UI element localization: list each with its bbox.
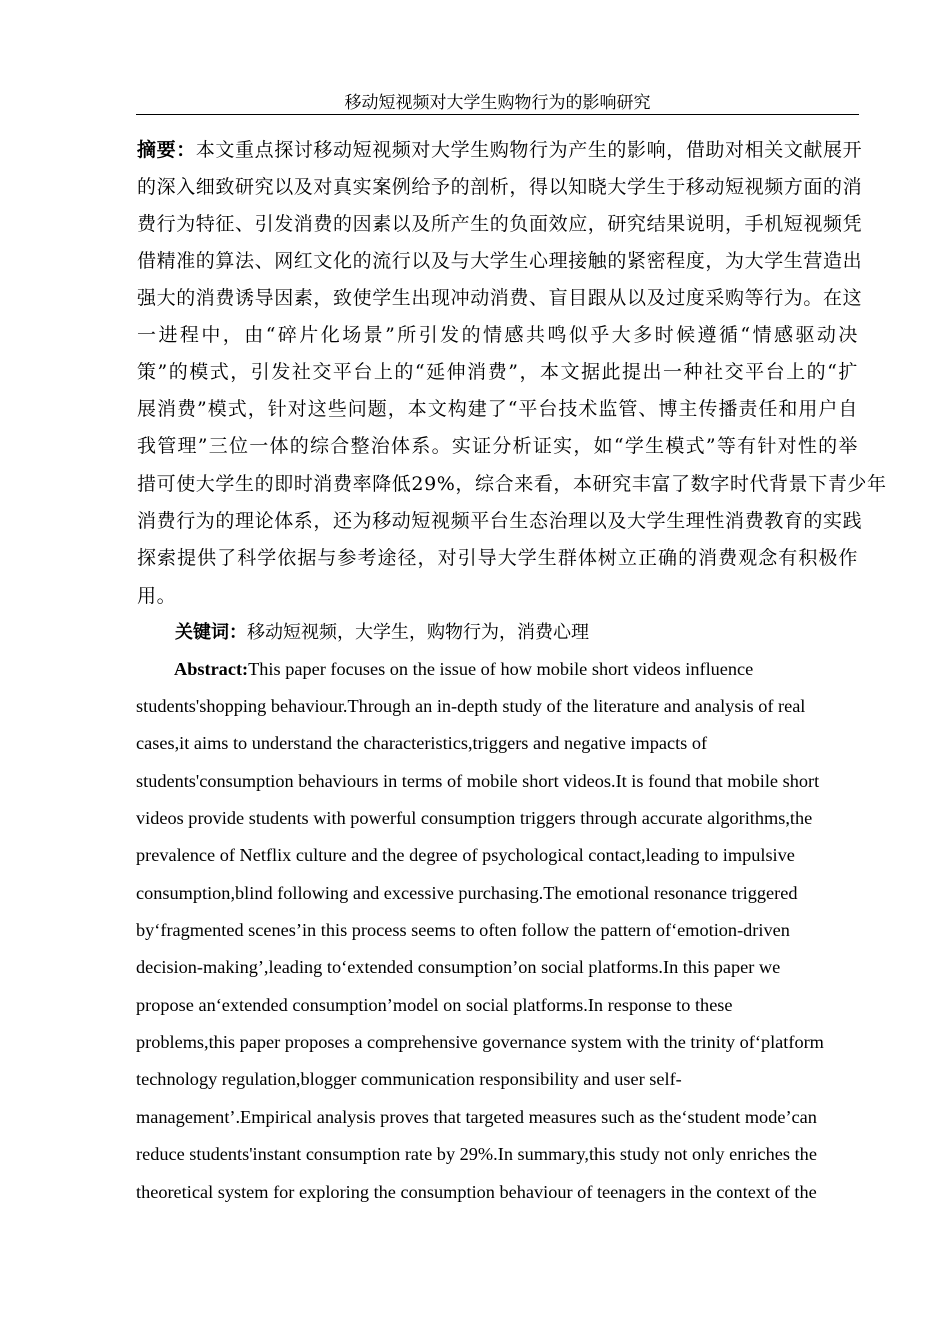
abstract-cn-line: 探索提供了科学依据与参考途径，对引导大学生群体树立正确的消费观念有积极作	[137, 547, 858, 569]
abstract-cn-line: 摘要：本文重点探讨移动短视频对大学生购物行为产生的影响，借助对相关文献展开	[137, 139, 863, 161]
abstract-cn-line: 费行为特征、引发消费的因素以及所产生的负面效应，研究结果说明，手机短视频凭	[137, 213, 863, 235]
page-header-title: 移动短视频对大学生购物行为的影响研究	[344, 93, 651, 113]
keywords-text: 移动短视频，大学生，购物行为，消费心理	[247, 622, 589, 643]
abstract-en-line: prevalence of Netflix culture and the degree of psychological contact,leading to impulsive	[136, 845, 795, 865]
abstract-en-line: propose an‘extended consumption’model on social platforms.In response to these	[136, 995, 733, 1015]
abstract-en-line: by‘fragmented scenes’in this process seems to often follow the pattern of‘emotion-driven	[136, 920, 790, 940]
keywords-label: 关键词：	[175, 622, 247, 643]
abstract-en-line: Abstract:This paper focuses on the issue of how mobile short videos influence	[174, 659, 754, 679]
abstract-en-line: technology regulation,blogger communication responsibility and user self-	[136, 1069, 682, 1089]
abstract-en-line: students'consumption behaviours in terms of mobile short videos.It is found that mobile short	[136, 771, 820, 791]
abstract-cn-line: 消费行为的理论体系，还为移动短视频平台生态治理以及大学生理性消费教育的实践	[137, 510, 863, 532]
abstract-en-line: management’.Empirical analysis proves that targeted measures such as the‘student mode’can	[136, 1107, 817, 1127]
abstract-en-line: decision-making’,leading to‘extended consumption’on social platforms.In this paper we	[136, 957, 781, 977]
abstract-en-line: cases,it aims to understand the characteristics,triggers and negative impacts of	[136, 733, 708, 753]
abstract-cn-line: 策”的模式，引发社交平台上的“延伸消费”，本文据此提出一种社交平台上的“扩	[137, 361, 858, 383]
abstract-cn-line: 借精准的算法、网红文化的流行以及与大学生心理接触的紧密程度，为大学生营造出	[137, 250, 863, 272]
abstract-en-line: students'shopping behaviour.Through an in-depth study of the literature and analysis of real	[136, 696, 806, 716]
abstract-cn-label: 摘要：	[137, 139, 196, 161]
abstract-en-line: problems,this paper proposes a comprehensive governance system with the trinity of‘platform	[136, 1032, 824, 1052]
abstract-en-line: consumption,blind following and excessive purchasing.The emotional resonance triggered	[136, 883, 798, 903]
keywords-cn	[175, 621, 589, 645]
abstract-en-line: reduce students'instant consumption rate by 29%.In summary,this study not only enriches the	[136, 1144, 817, 1164]
abstract-cn-line: 我管理”三位一体的综合整治体系。实证分析证实，如“学生模式”等有针对性的举	[137, 435, 858, 457]
abstract-cn-line: 的深入细致研究以及对真实案例给予的剖析，得以知晓大学生于移动短视频方面的消	[137, 176, 863, 198]
abstract-cn-line: 用。	[137, 585, 177, 607]
header-rule	[136, 114, 859, 115]
abstract-cn-line: 措可使大学生的即时消费率降低29%，综合来看，本研究丰富了数字时代背景下青少年	[137, 473, 887, 495]
abstract-en-line: theoretical system for exploring the consumption behaviour of teenagers in the context of the	[136, 1182, 817, 1202]
abstract-cn-line: 强大的消费诱导因素，致使学生出现冲动消费、盲目跟从以及过度采购等行为。在这	[137, 287, 863, 309]
abstract-cn-line: 一进程中，由“碎片化场景”所引发的情感共鸣似乎大多时候遵循“情感驱动决	[137, 324, 858, 346]
abstract-en-label: Abstract:	[174, 659, 249, 679]
abstract-en-line: videos provide students with powerful consumption triggers through accurate algorithms,the	[136, 808, 813, 828]
abstract-cn-line: 展消费”模式，针对这些问题，本文构建了“平台技术监管、博主传播责任和用户自	[137, 398, 858, 420]
